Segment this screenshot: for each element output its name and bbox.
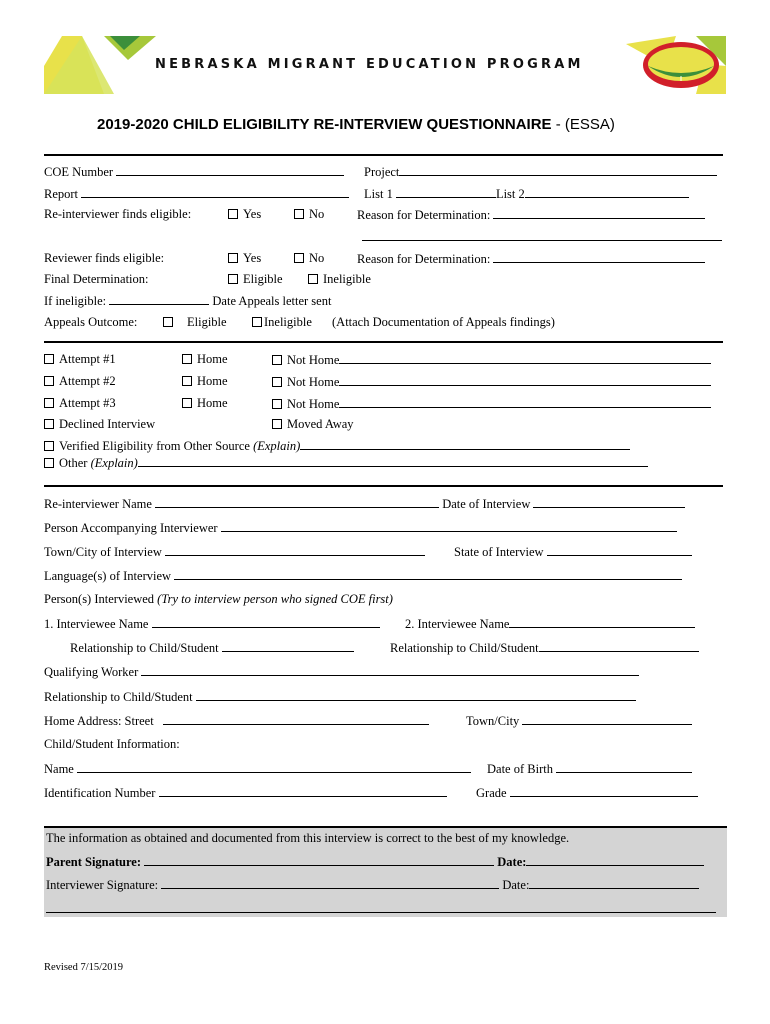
languages-label: Language(s) of Interview <box>44 569 172 583</box>
report-field[interactable] <box>81 186 349 198</box>
parent-signature-label: Parent Signature: <box>46 855 142 869</box>
eligible-label: Eligible <box>243 272 283 286</box>
qualifying-worker-row <box>44 664 639 680</box>
attempt1-label: Attempt #1 <box>59 352 116 366</box>
reinterviewer-name-row <box>44 496 685 512</box>
verified-eligibility[interactable] <box>44 438 630 454</box>
person-accompanying-label: Person Accompanying Interviewer <box>44 521 218 535</box>
reason-field-1b[interactable] <box>362 229 722 241</box>
person-accompanying-row <box>44 520 677 536</box>
attach-note: (Attach Documentation of Appeals findings) <box>332 315 555 329</box>
not-home-label: Not Home <box>287 375 340 389</box>
divider-2 <box>44 341 723 343</box>
relationship-1-row <box>70 640 354 656</box>
attempt-2[interactable] <box>44 374 116 389</box>
relationship-row <box>44 689 636 705</box>
checkbox-icon[interactable] <box>182 398 192 408</box>
page-title <box>97 116 615 133</box>
id-number-field[interactable] <box>159 785 447 797</box>
reinterviewer-name-field[interactable] <box>155 496 439 508</box>
state-interview-label: State of Interview <box>454 545 544 559</box>
reason-field-2[interactable] <box>493 251 705 263</box>
moved-label: Moved Away <box>287 417 354 431</box>
attempt-3[interactable] <box>44 396 116 411</box>
grade-label: Grade <box>476 786 507 800</box>
town-city-label: Town/City <box>466 714 520 728</box>
home-label: Home <box>197 352 228 366</box>
reviewer-no[interactable] <box>294 251 324 266</box>
checkbox-icon[interactable] <box>163 317 173 327</box>
not-home-field[interactable] <box>339 396 711 408</box>
appeals-date-field[interactable] <box>109 293 209 305</box>
checkbox-icon[interactable] <box>44 419 54 429</box>
id-number-row <box>44 785 447 801</box>
coe-number-field[interactable] <box>116 164 344 176</box>
signature-extra-field[interactable] <box>46 901 716 913</box>
date-of-interview-label: Date of Interview <box>442 497 531 511</box>
dob-field[interactable] <box>556 761 692 773</box>
checkbox-icon[interactable] <box>182 376 192 386</box>
verified-label: Verified Eligibility from Other Source <box>59 439 250 453</box>
reason-row-1 <box>357 207 705 223</box>
attempt-3-home[interactable] <box>182 396 228 411</box>
parent-signature-row <box>46 854 704 870</box>
list2-field[interactable] <box>525 186 689 198</box>
parent-signature-field[interactable] <box>144 854 494 866</box>
interviewer-date-field[interactable] <box>529 877 699 889</box>
program-logo-left <box>44 36 156 94</box>
reason-label: Reason for Determination: <box>357 208 491 222</box>
name-row <box>44 761 471 777</box>
attempt-1[interactable] <box>44 352 116 367</box>
if-ineligible-label: If ineligible: <box>44 294 107 308</box>
qualifying-worker-label: Qualifying Worker <box>44 665 139 679</box>
interviewer-signature-row <box>46 877 699 893</box>
yes-label: Yes <box>243 251 262 265</box>
relationship-label: Relationship to Child/Student <box>44 690 193 704</box>
relationship2-label: Relationship to Child/Student <box>390 641 539 655</box>
attempt-3-not-home[interactable] <box>272 396 711 412</box>
attempt-2-home[interactable] <box>182 374 228 389</box>
state-interview-field[interactable] <box>547 544 692 556</box>
project-row <box>364 164 717 180</box>
attempt-2-not-home[interactable] <box>272 374 711 390</box>
project-field[interactable] <box>399 164 717 176</box>
relationship1-field[interactable] <box>222 640 354 652</box>
checkbox-icon[interactable] <box>44 398 54 408</box>
list-row <box>364 186 689 202</box>
languages-row <box>44 568 682 584</box>
final-eligible[interactable] <box>228 272 283 287</box>
signature-divider <box>44 826 727 828</box>
checkbox-icon[interactable] <box>182 354 192 364</box>
attempt3-label: Attempt #3 <box>59 396 116 410</box>
attempt-1-home[interactable] <box>182 352 228 367</box>
other-field[interactable] <box>138 455 648 467</box>
yes-label: Yes <box>243 207 262 221</box>
checkbox-icon[interactable] <box>294 253 304 263</box>
interviewee-2-row <box>405 616 695 632</box>
parent-date-field[interactable] <box>526 854 704 866</box>
appeals-eligible[interactable] <box>163 315 227 330</box>
declined-interview[interactable] <box>44 417 155 432</box>
reviewer-yes[interactable] <box>228 251 261 266</box>
moved-away[interactable] <box>272 417 354 432</box>
org-name: NEBRASKA MIGRANT EDUCATION PROGRAM <box>155 57 584 72</box>
checkbox-icon[interactable] <box>294 209 304 219</box>
checkbox-icon[interactable] <box>228 209 238 219</box>
title-suffix: - (ESSA) <box>551 116 615 133</box>
coe-number-label: COE Number <box>44 165 114 179</box>
divider-3 <box>44 485 723 487</box>
not-home-label: Not Home <box>287 397 340 411</box>
appeals-ineligible[interactable] <box>252 315 312 330</box>
relationship2-field[interactable] <box>539 640 699 652</box>
interviewee1-label: 1. Interviewee Name <box>44 617 149 631</box>
street-field[interactable] <box>163 713 429 725</box>
name-label: Name <box>44 762 74 776</box>
relationship-field[interactable] <box>196 689 636 701</box>
dob-label: Date of Birth <box>487 762 553 776</box>
declined-label: Declined Interview <box>59 417 156 431</box>
parent-date-label: Date: <box>497 855 527 869</box>
project-label: Project <box>364 165 400 179</box>
interviewer-date-label: Date: <box>502 878 530 892</box>
other[interactable] <box>44 455 648 471</box>
try-note: (Try to interview person who signed COE first) <box>157 592 393 606</box>
town-city-field[interactable] <box>522 713 692 725</box>
town-city-row <box>466 713 692 729</box>
checkbox-icon[interactable] <box>272 419 282 429</box>
grade-row <box>476 785 698 801</box>
town-city-interview-label: Town/City of Interview <box>44 545 162 559</box>
name-field[interactable] <box>77 761 471 773</box>
title-main: 2019-2020 CHILD ELIGIBILITY RE-INTERVIEW QUESTIONNAIRE <box>97 116 552 133</box>
final-determination-label: Final Determination: <box>44 272 149 286</box>
home-address-label: Home Address: Street <box>44 714 154 728</box>
checkbox-icon[interactable] <box>252 317 262 327</box>
report-row <box>44 186 349 202</box>
checkbox-icon[interactable] <box>44 441 54 451</box>
eligible-label: Eligible <box>187 315 227 329</box>
interviewee-1-row <box>44 616 380 632</box>
qualifying-worker-field[interactable] <box>141 664 639 676</box>
list2-label: List 2 <box>495 187 525 201</box>
interviewee1-field[interactable] <box>152 616 380 628</box>
divider-1 <box>44 154 723 156</box>
final-ineligible[interactable] <box>308 272 371 287</box>
checkbox-icon[interactable] <box>44 376 54 386</box>
statement: The information as obtained and documented from this interview is correct to the best of my knowledge. <box>46 831 570 845</box>
reason-label: Reason for Determination: <box>357 252 491 266</box>
reviewer-eligible-label: Reviewer finds eligible: <box>44 251 165 265</box>
list1-field[interactable] <box>396 186 496 198</box>
date-appeals-label: Date Appeals letter sent <box>212 294 332 308</box>
list1-label: List 1 <box>364 187 393 201</box>
relationship1-label: Relationship to Child/Student <box>70 641 219 655</box>
home-label: Home <box>197 374 228 388</box>
persons-interviewed-label: Person(s) Interviewed <box>44 592 155 606</box>
checkbox-icon[interactable] <box>308 274 318 284</box>
reinterviewer-yes[interactable] <box>228 207 261 222</box>
explain-label: (Explain) <box>253 439 301 453</box>
child-info-label: Child/Student Information: <box>44 737 180 751</box>
not-home-field[interactable] <box>339 352 711 364</box>
appeals-outcome-label: Appeals Outcome: <box>44 315 138 329</box>
interviewer-signature-field[interactable] <box>161 877 499 889</box>
dob-row <box>487 761 692 777</box>
date-of-interview-field[interactable] <box>533 496 685 508</box>
checkbox-icon[interactable] <box>272 399 282 409</box>
ineligible-label: Ineligible <box>323 272 371 286</box>
ineligible-label: Ineligible <box>264 315 312 329</box>
town-city-interview-field[interactable] <box>165 544 425 556</box>
no-label: No <box>309 251 325 265</box>
grade-field[interactable] <box>510 785 698 797</box>
home-address-row <box>44 713 429 729</box>
interviewer-signature-label: Interviewer Signature: <box>46 878 159 892</box>
other-label: Other <box>59 456 88 470</box>
state-interview-row <box>454 544 692 560</box>
reinterviewer-name-label: Re-interviewer Name <box>44 497 152 511</box>
not-home-field[interactable] <box>339 374 711 386</box>
revised-date: Revised 7/15/2019 <box>44 962 124 973</box>
checkbox-icon[interactable] <box>44 354 54 364</box>
no-label: No <box>309 207 325 221</box>
checkbox-icon[interactable] <box>44 458 54 468</box>
relationship-2-row <box>390 640 699 656</box>
attempt-1-not-home[interactable] <box>272 352 711 368</box>
reinterviewer-no[interactable] <box>294 207 324 222</box>
reinterviewer-eligible-label: Re-interviewer finds eligible: <box>44 207 192 221</box>
reason-field-1[interactable] <box>493 207 705 219</box>
interviewee2-label: 2. Interviewee Name <box>405 617 510 631</box>
checkbox-icon[interactable] <box>228 253 238 263</box>
person-accompanying-field[interactable] <box>221 520 677 532</box>
coe-number-row <box>44 164 344 180</box>
home-label: Home <box>197 396 228 410</box>
languages-field[interactable] <box>174 568 682 580</box>
checkbox-icon[interactable] <box>272 355 282 365</box>
reason-row-2 <box>357 251 705 267</box>
persons-interviewed-row <box>44 592 393 607</box>
checkbox-icon[interactable] <box>228 274 238 284</box>
not-home-label: Not Home <box>287 353 340 367</box>
report-label: Report <box>44 187 79 201</box>
id-number-label: Identification Number <box>44 786 156 800</box>
explain-label: (Explain) <box>90 456 138 470</box>
town-city-interview-row <box>44 544 425 560</box>
verified-field[interactable] <box>300 438 630 450</box>
checkbox-icon[interactable] <box>272 377 282 387</box>
program-logo-right <box>626 36 726 94</box>
if-ineligible-row <box>44 293 331 309</box>
attempt2-label: Attempt #2 <box>59 374 116 388</box>
interviewee2-field[interactable] <box>509 616 695 628</box>
